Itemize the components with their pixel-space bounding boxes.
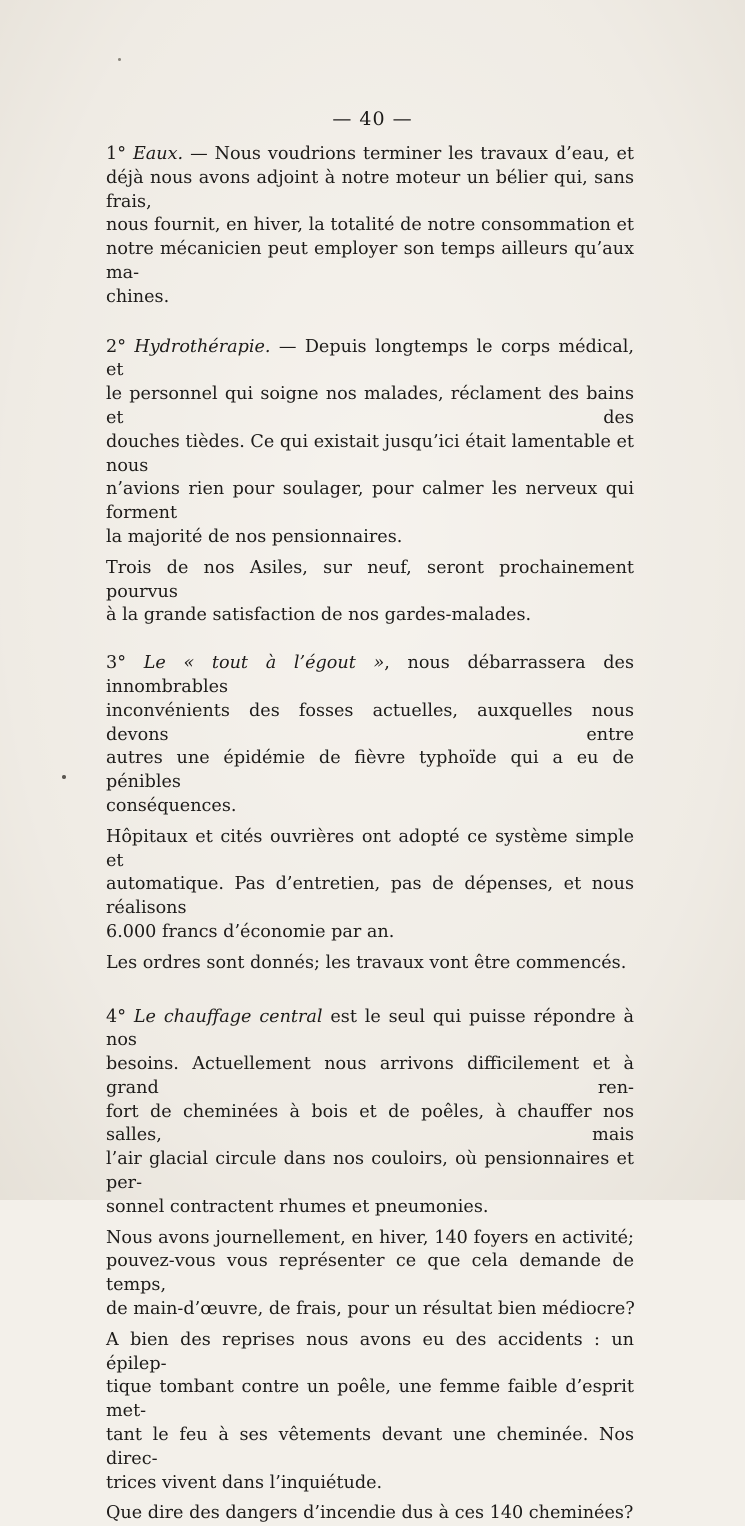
page-body [106,143,634,1526]
text-line: n’avions rien pour soulager, pour calmer les nerveux qui forment [106,478,634,526]
paragraph [106,952,634,976]
text-line: Hôpitaux et cités ouvrières ont adopté ce système simple et [106,826,634,874]
item-heading: Eaux. [133,144,183,164]
paragraph [106,1227,634,1322]
text-line: Les ordres sont donnés; les travaux vont être commencés. [106,952,634,976]
text-line: sonnel contractent rhumes et pneumonies. [106,1196,634,1220]
text-line: inconvénients des fosses actuelles, auxquelles nous devons entre [106,700,634,748]
text-line: de main-d’œuvre, de frais, pour un résultat bien médiocre? [106,1298,634,1322]
item-heading: Hydrothérapie. [134,337,270,357]
paragraph [106,1502,634,1526]
text-line: conséquences. [106,795,634,819]
section-3 [106,652,634,975]
page-number: — 40 — [0,108,745,130]
text-line: Que dire des dangers d’incendie dus à ces 140 cheminées? [106,1502,634,1526]
item-heading: Le « tout à l’égout » [144,653,385,673]
text-line: A bien des reprises nous avons eu des accidents : un épilep- [106,1329,634,1377]
paragraph [106,1329,634,1496]
paragraph [106,1006,634,1220]
text-line: à la grande satisfaction de nos gardes-malades. [106,604,634,628]
text-line: 3° Le « tout à l’égout », nous débarrassera des innombrables [106,652,634,700]
text-line: nous fournit, en hiver, la totalité de notre consommation et [106,214,634,238]
text-line: 4° Le chauffage central est le seul qui puisse répondre à nos [106,1006,634,1054]
paragraph [106,652,634,819]
paper-speck [118,58,121,61]
paragraph [106,557,634,628]
paragraph [106,143,634,310]
text-line: douches tièdes. Ce qui existait jusqu’ici était lamentable et nous [106,431,634,479]
text-line: 6.000 francs d’économie par an. [106,921,634,945]
text-line: la majorité de nos pensionnaires. [106,526,634,550]
section-2 [106,336,634,629]
text-line: notre mécanicien peut employer son temps ailleurs qu’aux ma- [106,238,634,286]
margin-mark [62,775,66,779]
text-line: Nous avons journellement, en hiver, 140 foyers en activité; [106,1227,634,1251]
text-line: 2° Hydrothérapie. — Depuis longtemps le corps médical, et [106,336,634,384]
text-line: l’air glacial circule dans nos couloirs, où pensionnaires et per- [106,1148,634,1196]
paragraph [106,826,634,945]
text-line: autres une épidémie de fièvre typhoïde qui a eu de pénibles [106,747,634,795]
section-4 [106,1006,634,1526]
section-1 [106,143,634,310]
text-line: fort de cheminées à bois et de poêles, à chauffer nos salles, mais [106,1101,634,1149]
text-line: Trois de nos Asiles, sur neuf, seront prochainement pourvus [106,557,634,605]
text-line: pouvez-vous vous représenter ce que cela demande de temps, [106,1250,634,1298]
text-line: 1° Eaux. — Nous voudrions terminer les travaux d’eau, et [106,143,634,167]
text-line: besoins. Actuellement nous arrivons difficilement et à grand ren- [106,1053,634,1101]
text-line: chines. [106,286,634,310]
text-line: trices vivent dans l’inquiétude. [106,1472,634,1496]
text-line: le personnel qui soigne nos malades, réclament des bains et des [106,383,634,431]
text-line: automatique. Pas d’entretien, pas de dépenses, et nous réalisons [106,873,634,921]
text-line: tant le feu à ses vêtements devant une cheminée. Nos direc- [106,1424,634,1472]
text-line: tique tombant contre un poêle, une femme faible d’esprit met- [106,1376,634,1424]
text-line: déjà nous avons adjoint à notre moteur un bélier qui, sans frais, [106,167,634,215]
paragraph [106,336,634,550]
item-heading: Le chauffage central [134,1007,323,1027]
